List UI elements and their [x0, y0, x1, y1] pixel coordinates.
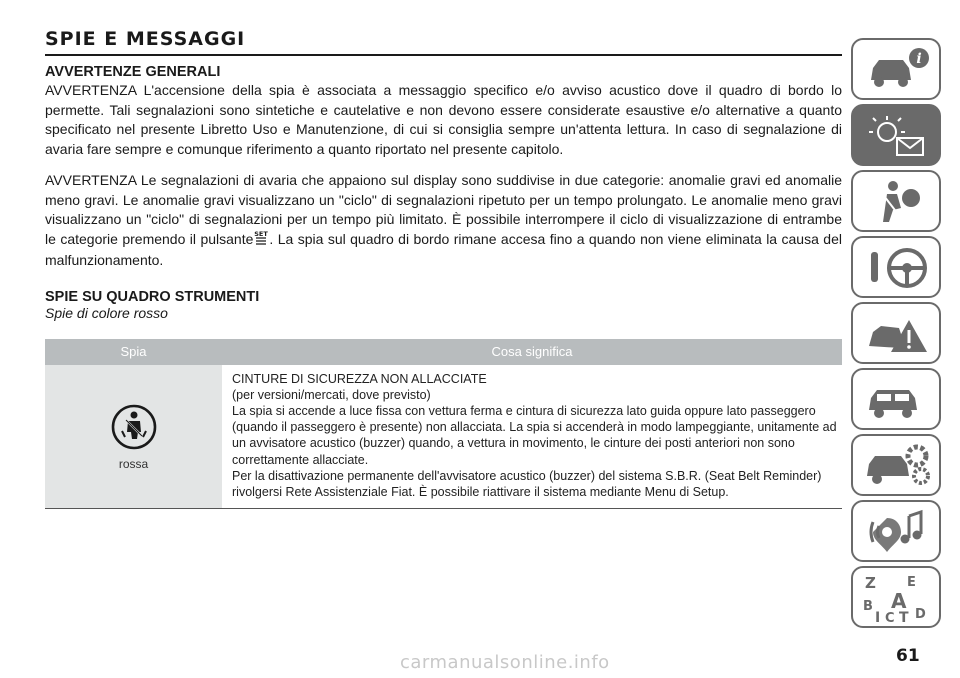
tab-alphabetical-index[interactable] [851, 566, 941, 628]
multimedia-icon [863, 508, 933, 556]
page-number: 61 [896, 646, 920, 666]
svg-text:E: E [907, 575, 916, 590]
tab-maintenance[interactable] [851, 368, 941, 430]
warning-general-heading: AVVERTENZE GENERALI [45, 64, 221, 80]
table-header-meaning: Cosa significa [222, 339, 842, 365]
warning-display-text-before: AVVERTENZA Le segnalazioni di avaria che appaiono sul display sono suddivise in due categorie: anomalie gravi ed anomalie meno gravi. Le anomalie gravi visualizzano un "ciclo" di segnalazioni ripetuto per un tempo prolungato. Le anomalie meno gravi visualizzano un "ciclo" di segnalazioni per un tempo più limitato. È possibile interrompere il ciclo di visualizzazione di entrambe le categorie premendo il pulsante [45, 172, 842, 247]
svg-text:Z: Z [865, 574, 876, 592]
meaning-line: La spia si accende a luce fissa con vettura ferma e cintura di sicurezza lato guida oppure lato passeggero (quando il passeggero è presente) non allacciata. La spia si accenderà in modo lampeggiante, unitamente ad un avvisatore acustico (buzzer) quando, a vettura in movimento, le cinture dei posti anteriori non sono correttamente allacciate. [232, 403, 837, 467]
table-header-spia: Spia [45, 339, 222, 365]
tab-emergency[interactable] [851, 302, 941, 364]
page-title: SPIE E MESSAGGI [45, 28, 246, 50]
watermark-text: carmanualsonline.info [400, 652, 610, 673]
section-subtitle: Spie di colore rosso [45, 304, 168, 321]
tab-car-info[interactable] [851, 38, 941, 100]
set-button-icon [254, 229, 268, 252]
spia-color-label: rossa [118, 456, 149, 471]
svg-text:A: A [891, 589, 907, 613]
starting-driving-icon [863, 244, 933, 292]
meaning-line: (per versioni/mercati, dove previsto) [232, 387, 431, 402]
svg-text:I: I [875, 610, 881, 622]
emergency-icon [863, 310, 933, 358]
svg-text:T: T [899, 610, 909, 622]
section-title: SPIE SU QUADRO STRUMENTI [45, 288, 260, 305]
safety-airbag-icon [863, 178, 933, 226]
meaning-line: Per la disattivazione permanente dell'avvisatore acustico (buzzer) del sistema S.B.R. (Seat Belt Reminder) rivolgersi Rete Assistenziale Fiat. È possibile riattivare il sistema mediante Menu di Setup. [232, 468, 822, 499]
warning-general-text: AVVERTENZA L'accensione della spia è associata a messaggio specifico e/o avviso acustico dove il quadro di bordo lo permette. Tali segnalazioni sono sintetiche e cautelative e non devono essere considerate esaustive e/o alternative a quanto specificato nel presente Libretto Uso e Manutenzione, di cui si consiglia sempre un'attenta lettura. In caso di segnalazione di avaria fare sempre e comunque riferimento a quanto riportato nel presente capitolo. [45, 82, 842, 157]
tab-starting-driving[interactable] [851, 236, 941, 298]
spia-cell [45, 365, 222, 509]
technical-data-icon [863, 442, 933, 490]
warning-display-text-after: . La spia sul quadro di bordo rimane accesa fino a quando non viene eliminata la causa del malfunzionamento. [45, 230, 842, 268]
title-rule [45, 54, 842, 56]
tab-multimedia[interactable] [851, 500, 941, 562]
svg-text:i: i [916, 51, 922, 67]
car-info-icon [863, 46, 933, 94]
seat-belt-warning-icon [109, 402, 159, 452]
svg-text:B: B [863, 599, 873, 614]
tab-technical-data[interactable] [851, 434, 941, 496]
svg-text:C: C [885, 611, 895, 622]
svg-text:D: D [915, 607, 926, 622]
tab-warning-lights[interactable] [851, 104, 941, 166]
table-row [45, 365, 842, 509]
table-header-row [45, 339, 842, 365]
main-content [45, 28, 842, 509]
meaning-cell [222, 365, 842, 509]
car-maintenance-icon [863, 376, 933, 424]
warning-display-text [45, 171, 842, 271]
warning-general [45, 64, 842, 159]
meaning-line: CINTURE DI SICUREZZA NON ALLACCIATE [232, 371, 487, 386]
warning-lights-table [45, 339, 842, 510]
set-button-text: SET [254, 229, 269, 238]
tab-safety[interactable] [851, 170, 941, 232]
warning-light-message-icon [863, 112, 933, 160]
alphabetical-index-icon [863, 574, 933, 622]
